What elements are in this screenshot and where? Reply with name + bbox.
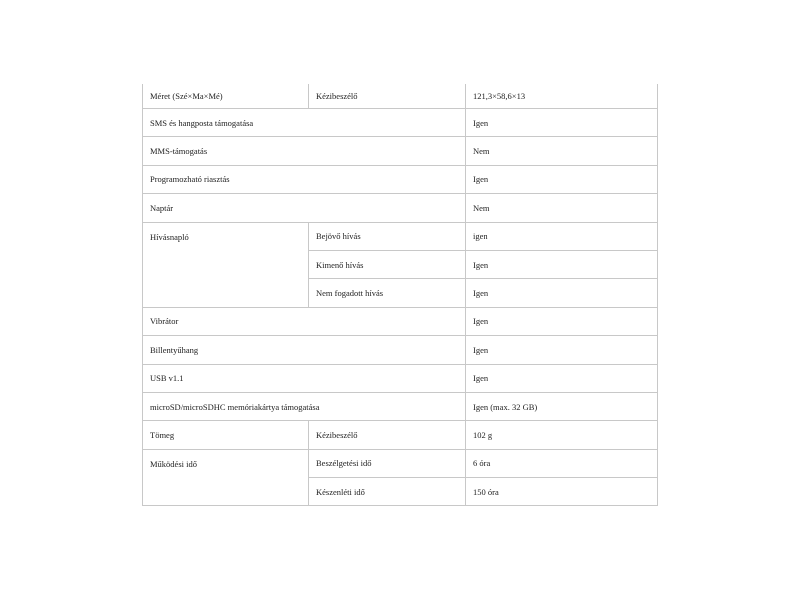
keytone-value: Igen xyxy=(466,336,658,364)
table-row xyxy=(143,194,658,222)
vibrator-value: Igen xyxy=(466,307,658,335)
table-row xyxy=(143,421,658,449)
incoming-label: Bejövő hívás xyxy=(309,222,466,250)
usb-label: USB v1.1 xyxy=(143,364,466,392)
keytone-label: Billentyűhang xyxy=(143,336,466,364)
table-row xyxy=(143,222,658,250)
mms-label: MMS-támogatás xyxy=(143,137,466,165)
incoming-value: igen xyxy=(466,222,658,250)
size-value: 121,3×58,6×13 xyxy=(466,84,658,109)
size-sub-label: Kézibeszélő xyxy=(309,84,466,109)
missed-label: Nem fogadott hívás xyxy=(309,279,466,307)
optime-label: Működési idő xyxy=(143,449,309,506)
calendar-value: Nem xyxy=(466,194,658,222)
talk-label: Beszélgetési idő xyxy=(309,449,466,477)
table-row xyxy=(143,392,658,420)
sd-value: Igen (max. 32 GB) xyxy=(466,392,658,420)
vibrator-label: Vibrátor xyxy=(143,307,466,335)
table-row xyxy=(143,84,658,109)
table-row xyxy=(143,109,658,137)
spec-table xyxy=(142,84,658,506)
table-row xyxy=(143,137,658,165)
sms-label: SMS és hangposta támogatása xyxy=(143,109,466,137)
weight-sub-label: Kézibeszélő xyxy=(309,421,466,449)
calllog-label: Hívásnapló xyxy=(143,222,309,307)
size-label: Méret (Szé×Ma×Mé) xyxy=(143,84,309,109)
table-row xyxy=(143,165,658,193)
weight-label: Tömeg xyxy=(143,421,309,449)
sd-label: microSD/microSDHC memóriakártya támogatása xyxy=(143,392,466,420)
standby-label: Készenléti idő xyxy=(309,478,466,506)
table-row xyxy=(143,364,658,392)
talk-value: 6 óra xyxy=(466,449,658,477)
standby-value: 150 óra xyxy=(466,478,658,506)
outgoing-label: Kimenő hívás xyxy=(309,250,466,278)
missed-value: Igen xyxy=(466,279,658,307)
usb-value: Igen xyxy=(466,364,658,392)
outgoing-value: Igen xyxy=(466,250,658,278)
table-row xyxy=(143,307,658,335)
weight-value: 102 g xyxy=(466,421,658,449)
table-row xyxy=(143,336,658,364)
alarm-value: Igen xyxy=(466,165,658,193)
mms-value: Nem xyxy=(466,137,658,165)
alarm-label: Programozható riasztás xyxy=(143,165,466,193)
calendar-label: Naptár xyxy=(143,194,466,222)
sms-value: Igen xyxy=(466,109,658,137)
table-row xyxy=(143,449,658,477)
